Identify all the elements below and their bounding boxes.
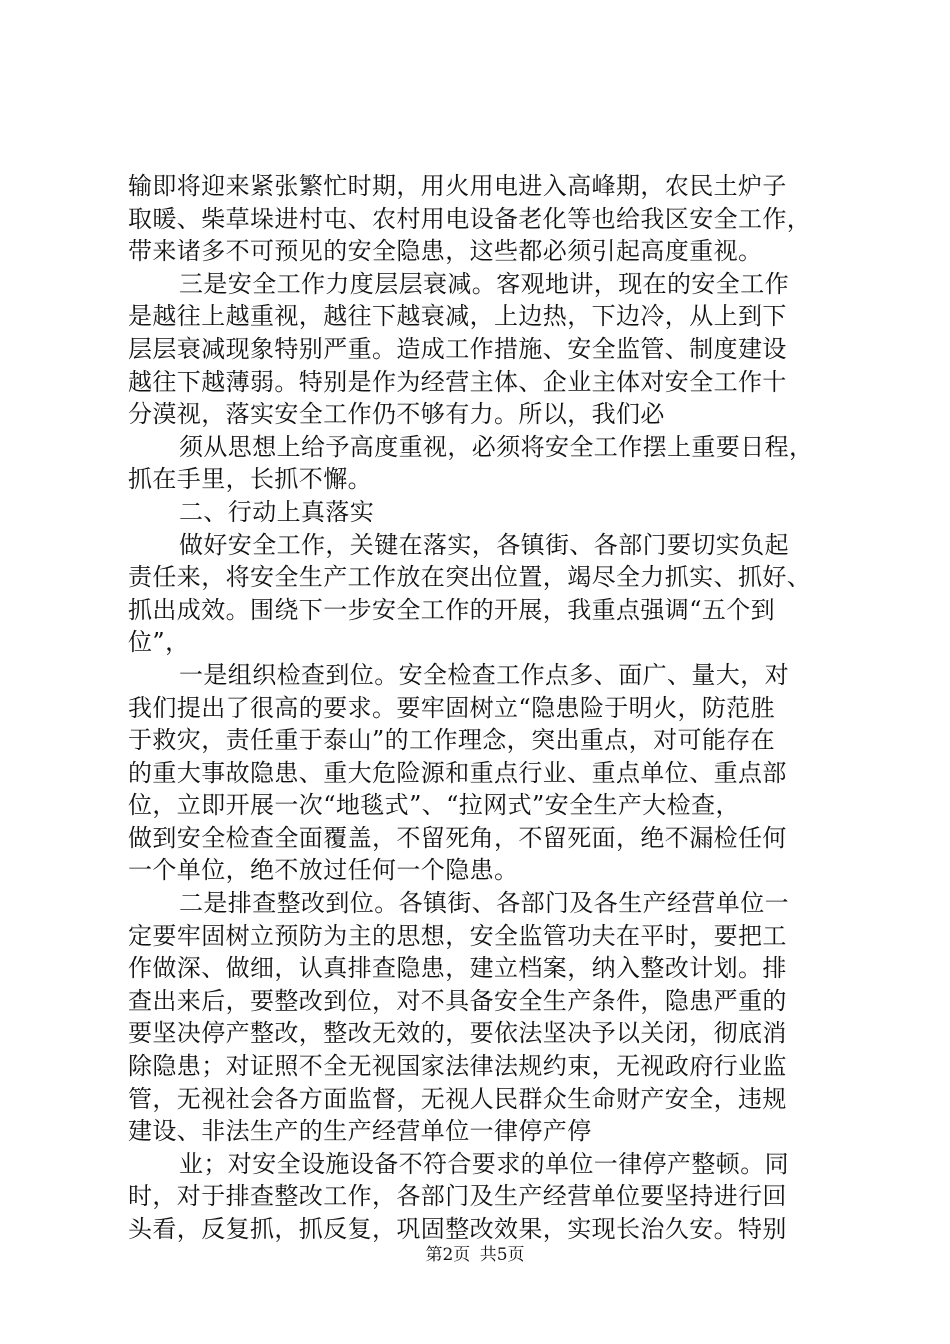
text-line: 抓出成效。围绕下一步安全工作的开展，我重点强调“五个到: [128, 595, 776, 624]
text-line: 作做深、做细，认真排查隐患，建立档案，纳入整改计划。排: [128, 954, 787, 983]
text-line: 分漠视，落实安全工作仍不够有力。所以，我们必: [128, 400, 665, 429]
text-line: 于救灾，责任重于泰山”的工作理念，突出重点，对可能存在: [128, 726, 776, 755]
text-line: 做到安全检查全面覆盖，不留死角，不留死面，绝不漏检任何: [128, 823, 787, 852]
text-line: 一是组织检查到位。安全检查工作点多、面广、量大，对: [179, 660, 789, 689]
text-line: 的重大事故隐患、重大危险源和重点行业、重点单位、重点部: [128, 758, 787, 787]
text-line: 层层衰减现象特别严重。造成工作措施、安全监管、制度建设: [128, 334, 787, 363]
text-line: 头看，反复抓，抓反复，巩固整改效果，实现长治久安。特别: [128, 1215, 787, 1243]
text-line: 业；对安全设施设备不符合要求的单位一律停产整顿。同: [179, 1149, 789, 1178]
page-number: 第2页: [425, 1245, 471, 1265]
text-line: 我们提出了很高的要求。要牢固树立“隐患险于明火，防范胜: [128, 693, 776, 722]
text-line: 越往下越薄弱。特别是作为经营主体、企业主体对安全工作十: [128, 367, 787, 396]
text-line: 一个单位，绝不放过任何一个隐患。: [128, 856, 519, 885]
text-line: 定要牢固树立预防为主的思想，安全监管功夫在平时，要把工: [128, 921, 787, 950]
text-line: 管，无视社会各方面监督，无视人民群众生命财产安全，违规: [128, 1084, 787, 1113]
text-line: 做好安全工作，关键在落实，各镇街、各部门要切实负起: [179, 530, 789, 559]
text-line: 三是安全工作力度层层衰减。客观地讲，现在的安全工作: [179, 269, 789, 298]
text-line: 须从思想上给予高度重视，必须将安全工作摆上重要日程，: [179, 432, 814, 461]
text-line: 带来诸多不可预见的安全隐患，这些都必须引起高度重视。: [128, 237, 763, 266]
text-line: 输即将迎来紧张繁忙时期，用火用电进入高峰期，农民土炉子: [128, 172, 787, 200]
text-line: 是越往上越重视，越往下越衰减，上边热，下边冷，从上到下: [128, 302, 787, 331]
text-line: 位，立即开展一次“地毯式”、“拉网式”安全生产大检查，: [128, 791, 740, 820]
text-line: 二是排查整改到位。各镇街、各部门及各生产经营单位一: [179, 889, 789, 918]
text-line: 除隐患；对证照不全无视国家法律法规约束，无视政府行业监: [128, 1052, 787, 1081]
text-line: 位”，: [128, 628, 190, 657]
text-line: 建设、非法生产的生产经营单位一律停产停: [128, 1117, 592, 1146]
text-line: 取暖、柴草垛进村屯、农村用电设备老化等也给我区安全工作，: [128, 204, 812, 233]
text-line: 抓在手里，长抓不懈。: [128, 465, 372, 494]
text-line: 二、行动上真落实: [179, 497, 375, 526]
text-line: 责任来，将安全生产工作放在突出位置，竭尽全力抓实、抓好、: [128, 563, 812, 592]
text-line: 要坚决停产整改，整改无效的，要依法坚决予以关闭，彻底消: [128, 1019, 787, 1048]
page-footer: [0, 1244, 950, 1266]
page-total: 共5页: [479, 1245, 525, 1265]
text-line: 查出来后，要整改到位，对不具备安全生产条件，隐患严重的: [128, 986, 787, 1015]
text-line: 时，对于排查整改工作，各部门及生产经营单位要坚持进行回: [128, 1182, 787, 1211]
document-body: [128, 170, 828, 1246]
